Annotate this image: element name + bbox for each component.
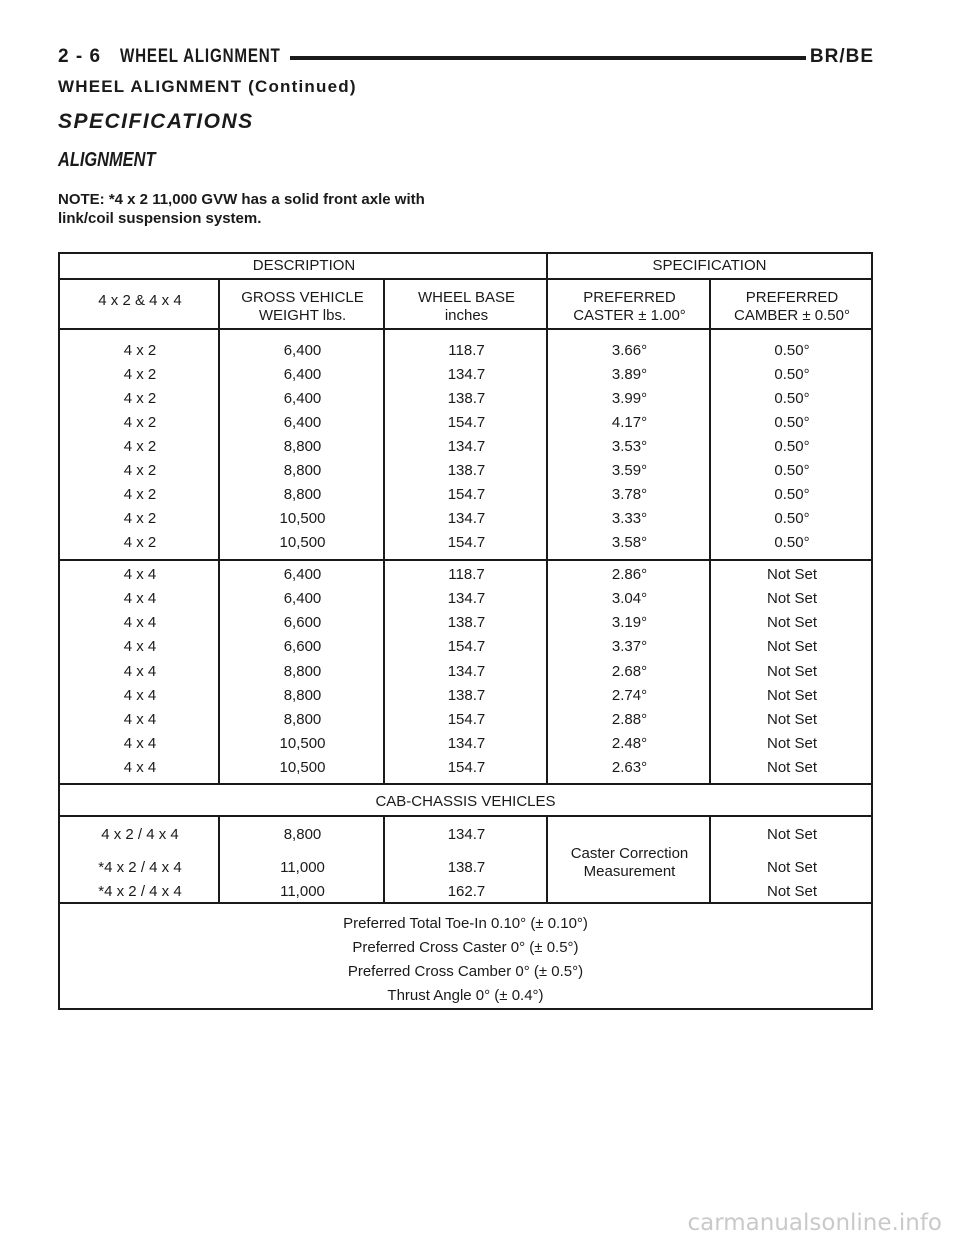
table-cell: 3.37°: [611, 638, 648, 655]
table-cell: 3.53°: [611, 438, 648, 455]
table-cell: 4 x 4: [123, 566, 157, 583]
table-cell: 3.33°: [611, 510, 648, 527]
table-cell: Not Set: [766, 759, 818, 776]
alignment-spec-table: [58, 252, 873, 1010]
table-cell: 4 x 4: [123, 663, 157, 680]
description-header: DESCRIPTION: [252, 257, 356, 274]
table-cell: 2.68°: [611, 663, 648, 680]
table-rule: [60, 783, 871, 785]
table-cell: 8,800: [283, 826, 322, 843]
table-cell: 4 x 4: [123, 638, 157, 655]
table-cell: 118.7: [448, 566, 485, 583]
table-cell: 3.59°: [611, 462, 648, 479]
table-cell: 3.78°: [611, 486, 648, 503]
table-cell: 6,400: [283, 342, 322, 359]
table-cell: 0.50°: [774, 342, 810, 359]
drive-col-header: 4 x 2 & 4 x 4: [98, 292, 182, 309]
alignment-title: ALIGNMENT: [58, 149, 156, 171]
table-cell: 154.7: [447, 534, 486, 551]
table-cell: Not Set: [766, 883, 818, 900]
table-rule: [60, 328, 871, 330]
table-cell: 4.17°: [611, 414, 648, 431]
caster-correction-note-l2: Measurement: [583, 863, 676, 880]
table-cell: 8,800: [283, 438, 322, 455]
table-cell: 8,800: [283, 462, 322, 479]
table-cell: 0.50°: [774, 390, 810, 407]
gvw-col-header-l2: WEIGHT lbs.: [258, 307, 347, 324]
table-cell: 138.7: [447, 687, 486, 704]
table-cell: 3.58°: [611, 534, 648, 551]
model-code: BR/BE: [809, 46, 874, 67]
table-cell: 10,500: [279, 534, 326, 551]
table-cell: 10,500: [279, 735, 326, 752]
table-rule: [60, 902, 871, 904]
table-cell: 3.04°: [611, 590, 648, 607]
table-cell: 10,500: [279, 759, 326, 776]
toe-in-spec: Preferred Total Toe-In 0.10° (± 0.10°): [343, 915, 588, 932]
caster-correction-note-l1: Caster Correction: [570, 845, 689, 862]
table-cell: 138.7: [447, 462, 486, 479]
caster-col-header-l2: CASTER ± 1.00°: [573, 307, 686, 324]
table-cell: 138.7: [447, 859, 486, 876]
table-cell: Not Set: [766, 735, 818, 752]
table-cell: 4 x 2: [123, 438, 157, 455]
wheelbase-col-header-l2: inches: [444, 307, 489, 324]
table-cell: 3.99°: [611, 390, 648, 407]
table-cell: 2.48°: [611, 735, 648, 752]
table-cell: 6,400: [283, 366, 322, 383]
table-cell: 0.50°: [774, 510, 810, 527]
table-cell: 0.50°: [774, 462, 810, 479]
note-text: NOTE: *4 x 2 11,000 GVW has a solid front axle with link/coil suspension system.: [58, 191, 425, 227]
table-cell: 8,800: [283, 711, 322, 728]
table-cell: 2.88°: [611, 711, 648, 728]
gvw-col-header-l1: GROSS VEHICLE: [241, 289, 364, 306]
table-cell: 0.50°: [774, 366, 810, 383]
cross-caster-spec: Preferred Cross Caster 0° (± 0.5°): [352, 939, 579, 956]
table-cell: 4 x 4: [123, 759, 157, 776]
table-cell: 4 x 4: [123, 711, 157, 728]
camber-col-header-l2: CAMBER ± 0.50°: [734, 307, 850, 324]
table-cell: 6,400: [283, 590, 322, 607]
table-cell: 0.50°: [774, 438, 810, 455]
table-cell: *4 x 2 / 4 x 4: [98, 859, 182, 876]
table-cell: Not Set: [766, 566, 818, 583]
table-cell: Not Set: [766, 614, 818, 631]
table-cell: 11,000: [280, 883, 325, 900]
table-cell: Not Set: [766, 663, 818, 680]
table-cell: 6,600: [283, 614, 322, 631]
table-cell: 4 x 4: [123, 614, 157, 631]
table-cell: 4 x 4: [123, 687, 157, 704]
table-cell: 138.7: [447, 390, 486, 407]
section-name: WHEEL ALIGNMENT: [119, 46, 281, 67]
table-cell: 6,400: [283, 414, 322, 431]
table-cell: 0.50°: [774, 486, 810, 503]
wheelbase-col-header-l1: WHEEL BASE: [418, 289, 515, 306]
table-cell: 4 x 2: [123, 462, 157, 479]
table-cell: 134.7: [447, 438, 486, 455]
table-cell: Not Set: [766, 590, 818, 607]
table-cell: Not Set: [766, 826, 818, 843]
table-cell: 154.7: [447, 759, 486, 776]
table-cell: 2.63°: [611, 759, 648, 776]
table-rule: [60, 815, 871, 817]
table-cell: 0.50°: [774, 534, 810, 551]
table-cell: Not Set: [766, 638, 818, 655]
specification-header: SPECIFICATION: [652, 257, 767, 274]
table-cell: 4 x 2: [123, 534, 157, 551]
table-cell: 154.7: [447, 638, 486, 655]
table-cell: 4 x 2: [123, 342, 157, 359]
table-cell: 3.66°: [611, 342, 648, 359]
watermark: carmanualsonline.info: [687, 1210, 942, 1236]
table-cell: 4 x 2: [123, 390, 157, 407]
table-rule: [60, 559, 871, 561]
thrust-angle-spec: Thrust Angle 0° (± 0.4°): [387, 987, 544, 1004]
table-cell: 154.7: [447, 414, 486, 431]
table-cell: 2.74°: [611, 687, 648, 704]
table-cell: 4 x 2: [123, 366, 157, 383]
table-cell: 4 x 4: [123, 590, 157, 607]
page-header: [58, 44, 874, 74]
table-cell: 4 x 2: [123, 414, 157, 431]
table-cell: 11,000: [280, 859, 325, 876]
table-cell: 4 x 2: [123, 510, 157, 527]
table-cell: 134.7: [447, 366, 486, 383]
table-cell: 4 x 2 / 4 x 4: [101, 826, 179, 843]
cab-chassis-title: CAB-CHASSIS VEHICLES: [375, 793, 556, 810]
table-cell: 10,500: [279, 510, 326, 527]
table-cell: 154.7: [447, 711, 486, 728]
camber-col-header-l1: PREFERRED: [745, 289, 839, 306]
table-cell: *4 x 2 / 4 x 4: [98, 883, 182, 900]
specifications-title: SPECIFICATIONS: [58, 110, 254, 133]
table-cell: Not Set: [766, 711, 818, 728]
table-cell: 8,800: [283, 687, 322, 704]
header-rule: [290, 56, 806, 60]
continued-title: WHEEL ALIGNMENT (Continued): [58, 77, 357, 96]
cross-camber-spec: Preferred Cross Camber 0° (± 0.5°): [347, 963, 584, 980]
table-cell: 6,600: [283, 638, 322, 655]
table-cell: Not Set: [766, 859, 818, 876]
table-cell: 0.50°: [774, 414, 810, 431]
table-cell: 2.86°: [611, 566, 648, 583]
caster-col-header-l1: PREFERRED: [583, 289, 676, 306]
table-cell: 3.89°: [611, 366, 648, 383]
table-cell: 3.19°: [611, 614, 648, 631]
table-cell: 138.7: [447, 614, 486, 631]
table-rule: [60, 278, 871, 280]
page-number: 2 - 6: [58, 46, 102, 67]
table-cell: 118.7: [448, 342, 485, 359]
table-cell: 4 x 4: [123, 735, 157, 752]
table-cell: 154.7: [447, 486, 486, 503]
header-left: [58, 46, 321, 68]
table-cell: 134.7: [447, 510, 486, 527]
table-cell: 134.7: [447, 826, 486, 843]
table-cell: 8,800: [283, 663, 322, 680]
table-cell: 4 x 2: [123, 486, 157, 503]
table-cell: 8,800: [283, 486, 322, 503]
table-cell: Not Set: [766, 687, 818, 704]
table-cell: 134.7: [447, 590, 486, 607]
table-cell: 6,400: [283, 390, 322, 407]
table-cell: 134.7: [447, 735, 486, 752]
table-cell: 162.7: [447, 883, 486, 900]
table-cell: 134.7: [447, 663, 486, 680]
table-cell: 6,400: [283, 566, 322, 583]
